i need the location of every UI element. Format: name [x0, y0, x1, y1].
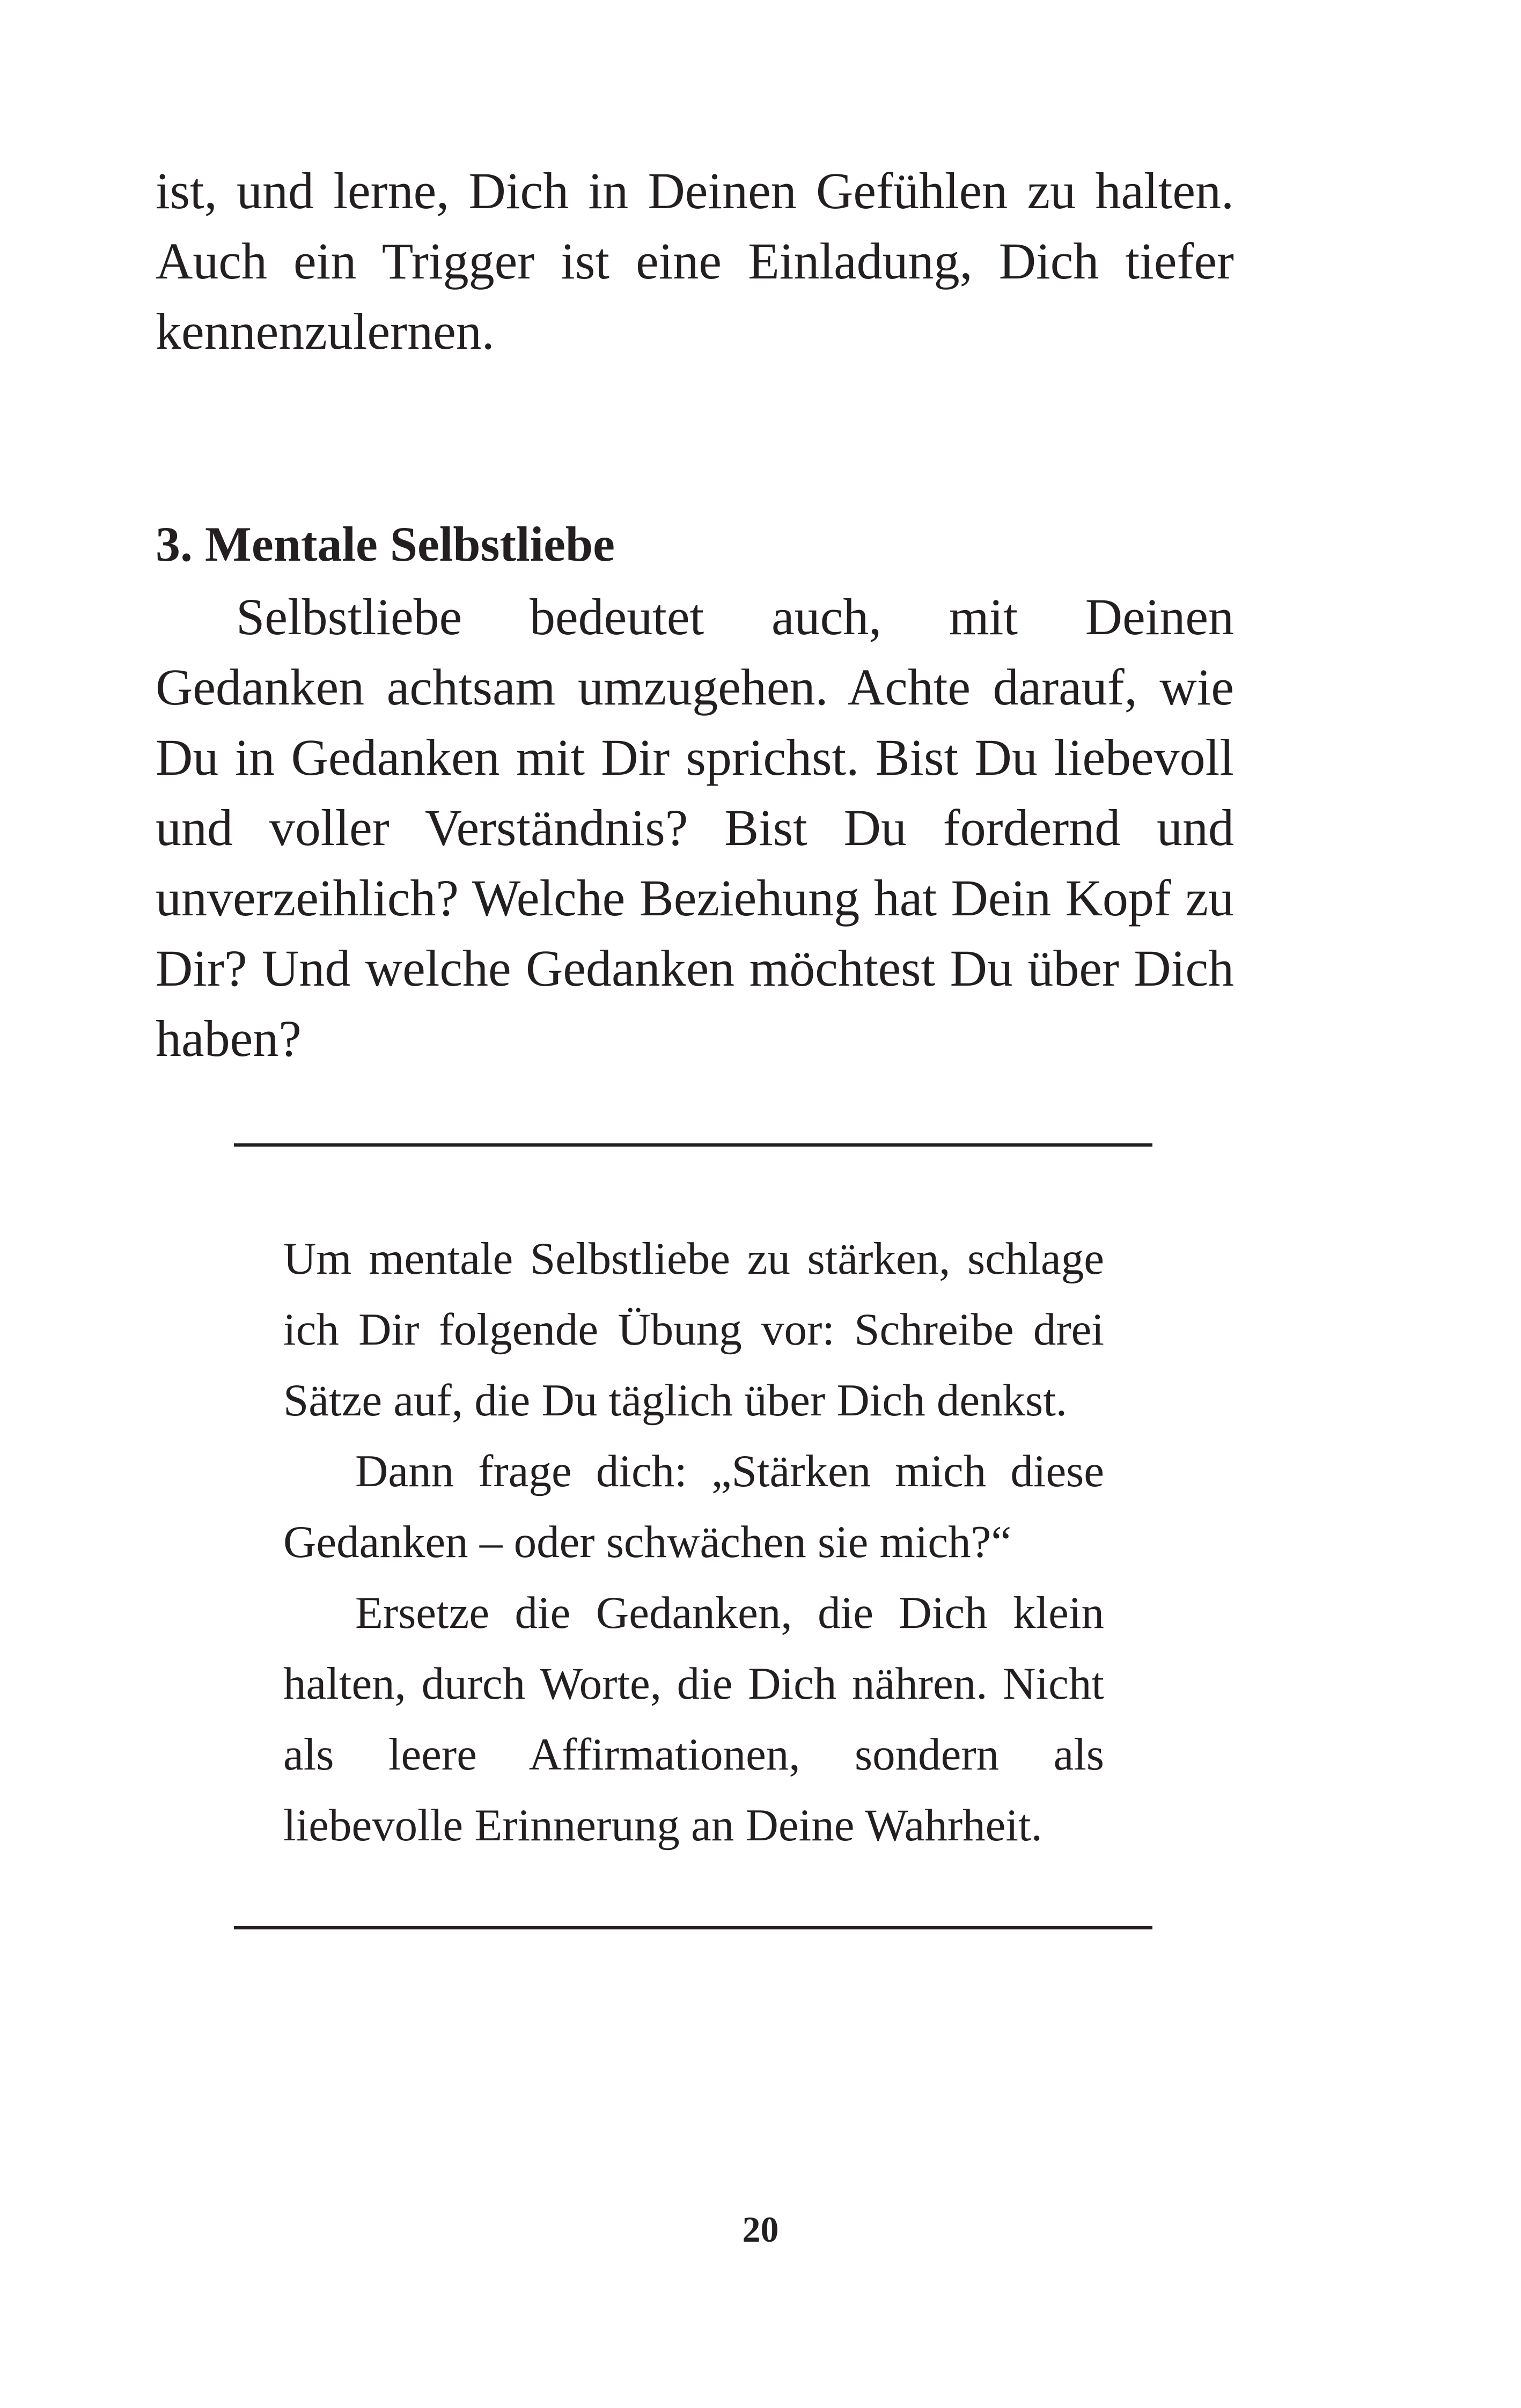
intro-paragraph: ist, und lerne, Dich in Deinen Gefühlen zu halten. Auch ein Trigger ist eine Einladung, Dich tiefer kennenzulernen.: [156, 162, 1234, 360]
section-paragraph: Selbstliebe bedeutet auch, mit Deinen Gedanken achtsam umzugehen. Achte darauf, wie Du in Gedanken mit Dir sprichst. Bist Du liebevoll und voller Verständnis? Bist Du fordernd und unverzeihlich? Welche Beziehung hat Dein Kopf zu Dir? Und welche Gedanken möchtest Du über Dich haben?: [156, 588, 1234, 1067]
exercise-bottom-rule: [234, 1926, 1152, 1929]
section-heading: 3. Mentale Selbstliebe: [156, 517, 615, 571]
exercise-paragraph-1: Um mentale Selbstliebe zu stärken, schlage ich Dir folgende Übung vor: Schreibe drei Sätze auf, die Du täglich über Dich denkst.: [283, 1234, 1104, 1426]
exercise-paragraph-2: Dann frage dich: „Stärken mich diese Gedanken – oder schwächen sie mich?“: [283, 1446, 1104, 1567]
exercise-paragraph-3: Ersetze die Gedanken, die Dich klein halten, durch Worte, die Dich nähren. Nicht als leere Affirmationen, sondern als liebevolle Erinnerung an Deine Wahrheit.: [283, 1588, 1104, 1851]
exercise-box: [283, 1223, 1104, 1861]
page-number: 20: [742, 2209, 779, 2250]
exercise-top-rule: [234, 1143, 1152, 1147]
